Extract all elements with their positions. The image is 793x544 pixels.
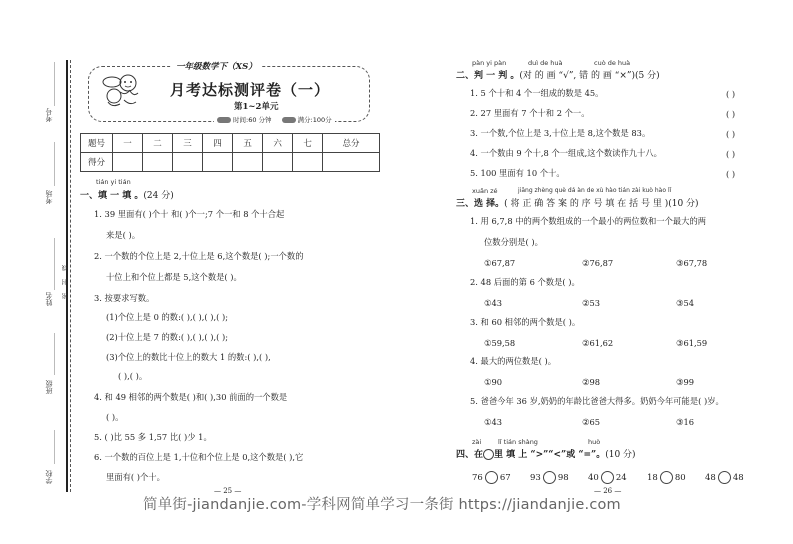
compare-item-1: 76 67	[472, 472, 511, 483]
section1-title: 一、填 一 填 。(24 分)	[80, 191, 174, 201]
seal-line-text: 密 封 线	[62, 262, 69, 299]
time-info: 时间:60 分钟	[217, 115, 272, 124]
s2-answer-3[interactable]: ( )	[726, 129, 736, 139]
s2-item-2: 2. 27 里面有 7 个十和 2 个一。	[470, 108, 590, 118]
compare-answer-circle-4[interactable]	[660, 471, 673, 484]
s2-item-5: 5. 100 里面有 10 个十。	[470, 168, 565, 178]
label-exam-room: 考场	[45, 190, 53, 204]
exam-title: 月考达标测评卷（一）	[170, 81, 331, 99]
cell-q3: 三	[173, 134, 203, 153]
s3-q2-option-1[interactable]: ①43	[484, 298, 502, 308]
s1-q3: 3. 按要求写数。	[94, 293, 155, 303]
section4-pinyin-1: zài	[472, 438, 482, 446]
cell-q4: 四	[203, 134, 233, 153]
s2-answer-4[interactable]: ( )	[726, 149, 736, 159]
cell-q6: 六	[263, 134, 293, 153]
score-input-7[interactable]	[293, 153, 323, 172]
cell-q5: 五	[233, 134, 263, 153]
label-class: 班级	[45, 380, 53, 394]
circle-icon	[483, 449, 494, 460]
s1-q5: 5. ( )比 55 多 1,57 比( )少 1。	[94, 432, 212, 442]
s1-q3-1: (1)个位上是 0 的数:( ),( ),( ),( );	[106, 312, 229, 322]
exam-room-blank	[54, 142, 55, 186]
school-blank	[54, 430, 55, 464]
s3-q2-option-3[interactable]: ③54	[676, 298, 694, 308]
s1-q4-line2: ( )。	[106, 412, 124, 422]
exam-no-blank	[54, 62, 55, 106]
compare-item-3: 40 24	[588, 472, 627, 483]
score-info: 满分:100分	[282, 115, 332, 124]
compare-answer-circle-2[interactable]	[543, 471, 556, 484]
s2-answer-1[interactable]: ( )	[726, 89, 736, 99]
section4-pinyin-2: lǐ tián shàng	[498, 438, 538, 446]
score-input-4[interactable]	[203, 153, 233, 172]
s3-q4-option-3[interactable]: ③99	[676, 377, 694, 387]
s3-q1-option-3[interactable]: ③67,78	[676, 258, 708, 268]
score-input-5[interactable]	[233, 153, 263, 172]
section2-pinyin-3: cuò de huà	[594, 59, 631, 67]
s1-q3-3-line1: (3)个位上的数比十位上的数大 1 的数:( ),( ),	[106, 352, 271, 362]
s3-q2: 2. 48 后面的第 6 个数是( )。	[470, 277, 580, 287]
s3-q2-option-2[interactable]: ②53	[582, 298, 600, 308]
s3-q3-option-2[interactable]: ②61,62	[582, 338, 614, 348]
s1-q6-line2: 里面有( )个十。	[106, 472, 165, 482]
s3-q1-line1: 1. 用 6,7,8 中的两个数组成的一个最小的两位数和一个最大的两	[470, 216, 707, 226]
cell-score-label: 得分	[81, 153, 113, 172]
label-name: 姓名	[45, 292, 53, 306]
score-input-2[interactable]	[143, 153, 173, 172]
clock-icon	[217, 117, 231, 123]
s1-q1-line1: 1. 39 里面有( )个十 和( )个一;7 个一和 8 个十合起	[94, 209, 285, 219]
cell-q2: 二	[143, 134, 173, 153]
compare-item-5: 48 48	[705, 472, 744, 483]
s3-q1-line2: 位数分别是( )。	[484, 237, 543, 247]
label-exam-no: 考号	[45, 108, 53, 122]
section4-pinyin-3: huò	[588, 438, 601, 446]
header-subtitle: 一年级数学下（XS）	[172, 60, 261, 72]
class-blank	[54, 333, 55, 375]
s3-q4: 4. 最大的两位数是( )。	[470, 356, 557, 366]
score-table-header-row	[81, 134, 380, 153]
exam-unit: 第1~2单元	[234, 102, 279, 112]
cell-total: 总分	[323, 134, 380, 153]
s3-q5-option-3[interactable]: ③16	[676, 417, 694, 427]
score-table-score-row	[81, 153, 380, 172]
cell-question-no: 题号	[81, 134, 113, 153]
s3-q5: 5. 爸爸今年 36 岁,奶奶的年龄比爸爸大得多。奶奶今年可能是( )岁。	[470, 396, 724, 406]
s3-q5-option-1[interactable]: ①43	[484, 417, 502, 427]
s2-item-3: 3. 一个数,个位上是 3,十位上是 8,这个数是 83。	[470, 128, 651, 138]
compare-answer-circle-3[interactable]	[601, 471, 614, 484]
section2-pinyin-1: pàn yi pàn	[472, 59, 507, 67]
score-input-3[interactable]	[173, 153, 203, 172]
s1-q2-line1: 2. 一个数的个位上是 2,十位上是 6,这个数是( );一个数的	[94, 251, 304, 261]
s2-answer-5[interactable]: ( )	[726, 169, 736, 179]
compare-item-4: 18 80	[647, 472, 686, 483]
s1-q3-2: (2)十位上是 7 的数:( ),( ),( ),( );	[106, 332, 229, 342]
s1-q6-line1: 6. 一个数的百位上是 1,十位和个位上是 0,这个数是( ),它	[94, 452, 304, 462]
compare-answer-circle-5[interactable]	[718, 471, 731, 484]
s3-q4-option-1[interactable]: ①90	[484, 377, 502, 387]
s3-q3: 3. 和 60 相邻的两个数是( )。	[470, 317, 581, 327]
s1-q1-line2: 来是( )。	[106, 230, 141, 240]
s3-q4-option-2[interactable]: ②98	[582, 377, 600, 387]
section4-title: 四、在 里 填 上 “>”“<”或 “=”。(10 分)	[456, 450, 636, 460]
s1-q4-line1: 4. 和 49 相邻的两个数是( )和( ),30 前面的一个数是	[94, 392, 288, 402]
label-school: 学校	[45, 470, 53, 484]
score-input-total[interactable]	[323, 153, 380, 172]
s3-q3-option-3[interactable]: ③61,59	[676, 338, 708, 348]
score-input-1[interactable]	[113, 153, 143, 172]
watermark-text: 简单街-jiandanjie.com-学科网简单学习一条街 https://jiandanjie.com	[143, 497, 621, 513]
section3-pinyin-1: xuǎn zé	[472, 187, 498, 195]
flower-icon	[282, 117, 296, 123]
cell-q1: 一	[113, 134, 143, 153]
compare-answer-circle-1[interactable]	[485, 471, 498, 484]
binding-margin	[0, 0, 72, 544]
page-number-right: — 26 —	[594, 487, 622, 495]
s1-q2-line2: 十位上和个位上都是 5,这个数是( )。	[106, 272, 242, 282]
s3-q1-option-2[interactable]: ②76,87	[582, 258, 614, 268]
section2-title: 二、判 一 判 。(对 的 画 “√”, 错 的 画 “×”)(5 分)	[456, 71, 660, 81]
s1-q3-3-line2: ( ),( )。	[118, 371, 148, 381]
section3-title: 三、选 择。( 将 正 确 答 案 的 序 号 填 在 括 号 里 )(10 分)	[456, 199, 699, 209]
section1-pinyin: tián yi tián	[96, 178, 131, 186]
binding-dash-line	[70, 60, 71, 492]
s3-q1-option-1[interactable]: ①67,87	[484, 258, 516, 268]
s3-q3-option-1[interactable]: ①59,58	[484, 338, 516, 348]
section2-pinyin-2: duì de huà	[528, 59, 563, 67]
score-table	[80, 133, 380, 172]
exam-meta	[214, 115, 335, 124]
name-blank	[54, 238, 55, 290]
section3-pinyin-2: jiāng zhèng què dá àn de xù hào tián zài kuò hào lǐ	[518, 187, 672, 194]
compare-item-2: 93 98	[530, 472, 569, 483]
kids-mascot-icon	[100, 72, 142, 110]
s2-answer-2[interactable]: ( )	[726, 109, 736, 119]
cell-q7: 七	[293, 134, 323, 153]
score-input-6[interactable]	[263, 153, 293, 172]
s2-item-4: 4. 一个数由 9 个十,8 个一组成,这个数读作九十八。	[470, 148, 662, 158]
s3-q5-option-2[interactable]: ②65	[582, 417, 600, 427]
page-number-left: — 25 —	[214, 487, 242, 495]
s2-item-1: 1. 5 个十和 4 个一组成的数是 45。	[470, 88, 604, 98]
